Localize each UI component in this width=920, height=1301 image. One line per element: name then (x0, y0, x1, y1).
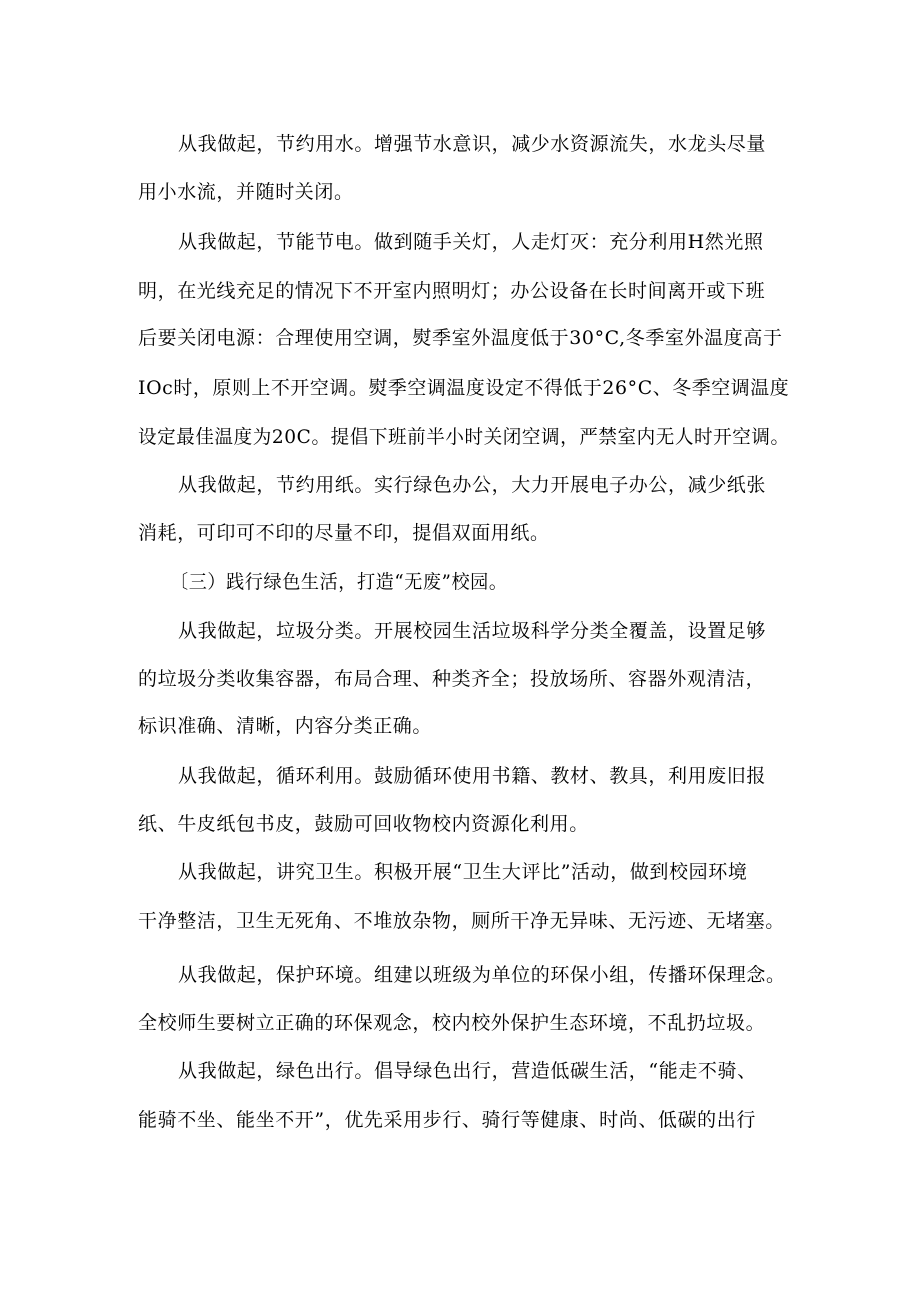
text-line: 消耗，可印可不印的尽量不印，提倡双面用纸。 (138, 522, 550, 544)
text-line: 的垃圾分类收集容器，布局合理、种类齐全；投放场所、容器外观清洁， (138, 668, 766, 690)
text-line: 从我做起，节约用水。增强节水意识，减少水资源流失，水龙头尽量 (178, 133, 767, 155)
text-line: 设定最佳温度为20C。提倡下班前半小时关闭空调，严禁室内无人时开空调。 (138, 426, 790, 448)
text-line: 标识准确、清晰，内容分类正确。 (138, 715, 433, 737)
text-line: IOc时，原则上不开空调。熨季空调温度设定不得低于26°C、冬季空调温度 (138, 377, 790, 399)
text-line: 从我做起，循环利用。鼓励循环使用书籍、教材、教具，利用废旧报 (178, 765, 767, 787)
text-line: 从我做起，保护环境。组建以班级为单位的环保小组，传播环保理念。 (178, 964, 786, 986)
text-line: 纸、牛皮纸包书皮，鼓励可回收物校内资源化利用。 (138, 813, 589, 835)
text-line: 从我做起，节约用纸。实行绿色办公，大力开展电子办公，减少纸张 (178, 474, 767, 496)
text-line: 全校师生要树立正确的环保观念，校内校外保护生态环境，不乱扔垃圾。 (138, 1012, 766, 1034)
text-line: 能骑不坐、能坐不开”，优先采用步行、骑行等健康、时尚、低碳的出行 (138, 1109, 756, 1131)
text-line: 干净整洁，卫生无死角、不堆放杂物，厕所干净无异味、无污迹、无堵塞。 (138, 910, 785, 932)
section-heading: 〔三）践行绿色生活，打造“无废”校园。 (170, 571, 508, 593)
text-line: 从我做起，垃圾分类。开展校园生活垃圾科学分类全覆盖，设置足够 (178, 620, 767, 642)
text-line: 从我做起，绿色出行。倡导绿色出行，营造低碳生活，“能走不骑、 (178, 1060, 757, 1082)
text-line: 明，在光线充足的情况下不开室内照明灯；办公设备在长时间离开或下班 (138, 280, 766, 302)
text-line: 用小水流，并随时关闭。 (138, 181, 354, 203)
text-line: 从我做起，讲究卫生。积极开展“卫生大评比”活动，做到校园环境 (178, 861, 748, 883)
text-line: 后要关闭电源：合理使用空调，熨季室外温度低于30°C,冬季室外温度高于 (138, 327, 783, 349)
text-line: 从我做起，节能节电。做到随手关灯，人走灯灭：充分利用H然光照 (178, 231, 764, 253)
